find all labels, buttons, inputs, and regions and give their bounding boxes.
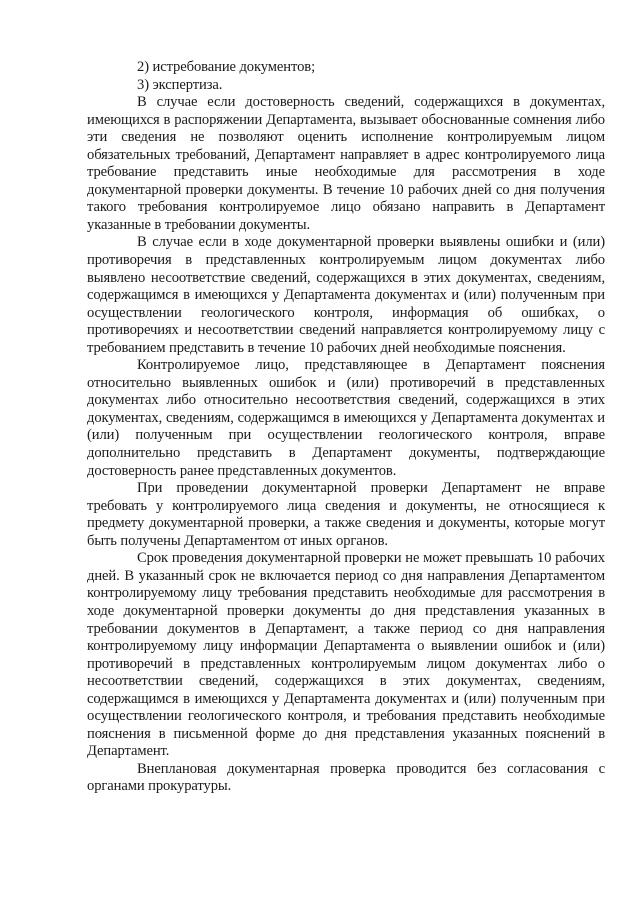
list-item-expertise: 3) экспертиза. (137, 76, 223, 93)
paragraph-term: Срок проведения документарной проверки не может превышать 10 рабочих дней. В указанный срок не включается период со дня направления Департаментом контролируемому лицу требования представить необходимые для рассмотрения в ходе документарной проверки документы до дня представления указанных в требовании документов в Департамент, а также период со дня направления контролируемому лицу информации Департамента о выявлении ошибок и (или) противоречий в представленных контролируемым лицом документах либо о несоответствии сведений, содержащихся в этих документах, сведениям, содержащимся в имеющихся у Департамента документах и (или) полученным при осуществлении геологического контроля, и требования представить необходимые пояснения в письменной форме до дня представления указанных пояснений в Департамент. (87, 550, 605, 760)
paragraph-unscheduled-inspection: Внеплановая документарная проверка проводится без согласования с органами прокуратуры. (87, 760, 605, 795)
paragraph-explanations: Контролируемое лицо, представляющее в Департамент пояснения относительно выявленных ошибок и (или) противоречий в представленных документах либо относительно несоответствия сведений, содержащихся в этих документах, сведениям, содержащимся в имеющихся у Департамента документах и (или) полученным при осуществлении геологического контроля, вправе дополнительно представить в Департамент документы, подтверждающие достоверность ранее представленных документов. (87, 357, 605, 479)
paragraph-document-request: В случае если достоверность сведений, содержащихся в документах, имеющихся в распоряжении Департамента, вызывает обоснованные сомнения либо эти сведения не позволяют оценить исполнение контролируемым лицом обязательных требований, Департамент направляет в адрес контролируемого лица требование представить иные необходимые для рассмотрения в ходе документарной проверки документы. В течение 10 рабочих дней со дня получения такого требования контролируемое лицо обязано направить в Департамент указанные в требовании документы. (87, 94, 605, 233)
paragraph-restrictions: При проведении документарной проверки Департамент не вправе требовать у контролируемого лица сведения и документы, не относящиеся к предмету документарной проверки, а также сведения и документы, которые могут быть получены Департаментом от иных органов. (87, 480, 605, 549)
paragraph-errors-contradictions: В случае если в ходе документарной проверки выявлены ошибки и (или) противоречия в представленных контролируемым лицом документах либо выявлено несоответствие сведений, содержащихся в этих документах, сведениям, содержащимся в имеющихся у Департамента документах и (или) полученным при осуществлении геологического контроля, информация об ошибках, о противоречиях и несоответствии сведений направляется контролируемому лицу с требованием представить в течение 10 рабочих дней необходимые пояснения. (87, 234, 605, 356)
document-page (87, 59, 605, 796)
list-item-requisition: 2) истребование документов; (137, 59, 316, 75)
